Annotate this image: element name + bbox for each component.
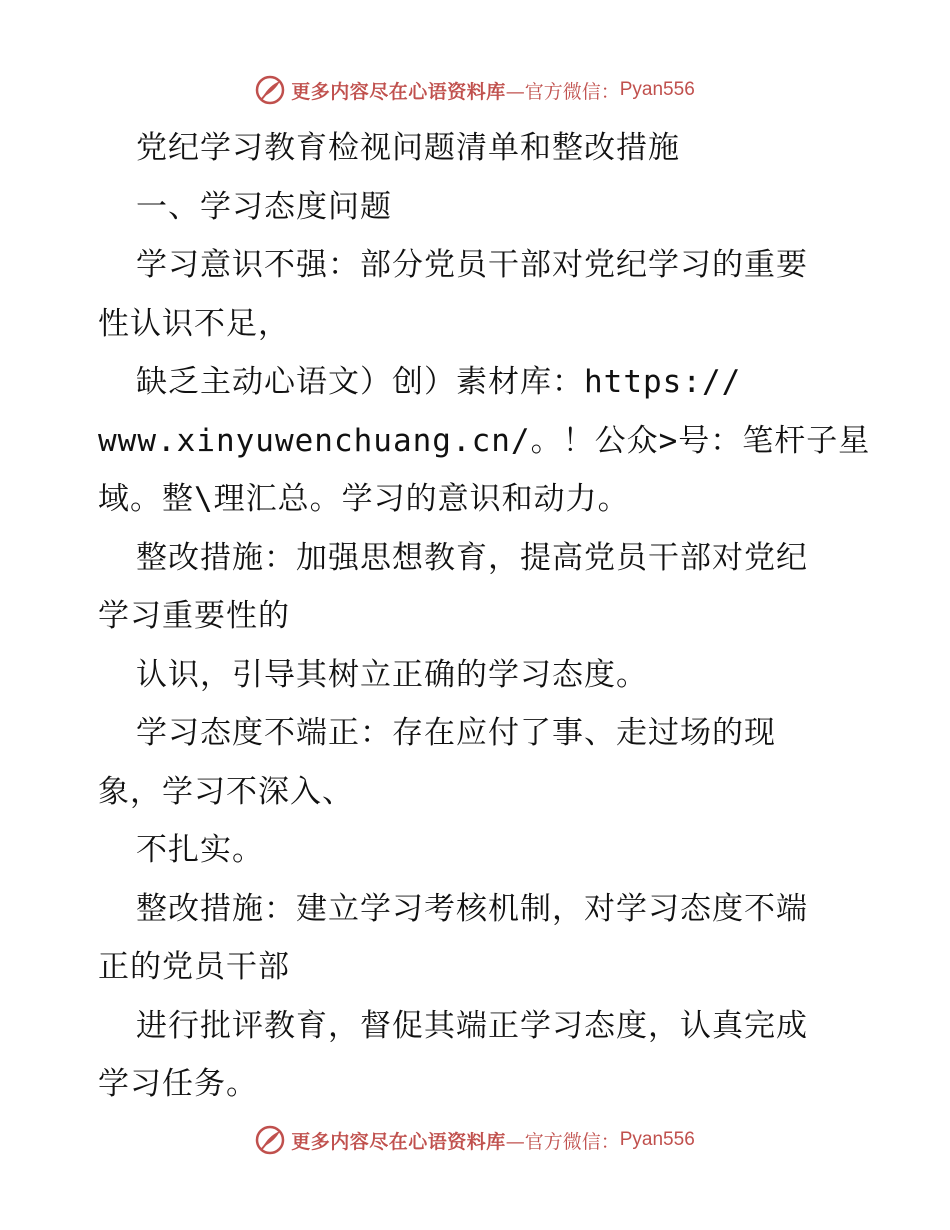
watermark-main-text: 更多内容尽在心语资料库: [291, 1130, 506, 1153]
paragraph-line: 正的党员干部: [98, 949, 290, 985]
watermark-tail-text: —官方微信：: [505, 1130, 620, 1153]
watermark-tail-text: —官方微信：: [505, 80, 620, 103]
quill-logo-icon: [255, 75, 285, 105]
paragraph-line: 性认识不足，: [98, 305, 290, 342]
paragraph-line: 进行批评教育，督促其端正学习态度，认真完成: [136, 1007, 808, 1044]
paragraph-line: 缺乏主动心语文）创）素材库：https://: [136, 364, 742, 400]
paragraph-line: 学习任务。: [98, 1066, 258, 1102]
paragraph-line: 象，学习不深入、: [98, 773, 354, 810]
paragraph-line: 整改措施：建立学习考核机制，对学习态度不端: [136, 890, 808, 927]
quill-logo-icon: [255, 1125, 285, 1155]
paragraph-line: 学习意识不强：部分党员干部对党纪学习的重要: [136, 247, 808, 283]
paragraph-line: 学习态度不端正：存在应付了事、走过场的现: [136, 715, 776, 751]
document-title: 党纪学习教育检视问题清单和整改措施: [136, 130, 680, 166]
paragraph-line: 认识，引导其树立正确的学习态度。: [136, 656, 648, 693]
watermark-main-text: 更多内容尽在心语资料库: [291, 80, 506, 103]
paragraph-line: 不扎实。: [136, 832, 264, 868]
document-body: [98, 119, 871, 1114]
watermark-wechat-id: Pyan556: [619, 79, 695, 100]
paragraph-line: www.xinyuwenchuang.cn/。！公众>号：笔杆子星: [98, 422, 871, 459]
section-heading: 一、学习态度问题: [136, 188, 392, 225]
paragraph-line: 域。整\理汇总。学习的意识和动力。: [98, 481, 630, 517]
header-watermark: [0, 70, 950, 110]
footer-watermark: [0, 1120, 950, 1160]
paragraph-line: 学习重要性的: [98, 598, 290, 634]
watermark-wechat-id: Pyan556: [619, 1129, 695, 1150]
paragraph-line: 整改措施：加强思想教育，提高党员干部对党纪: [136, 539, 808, 576]
